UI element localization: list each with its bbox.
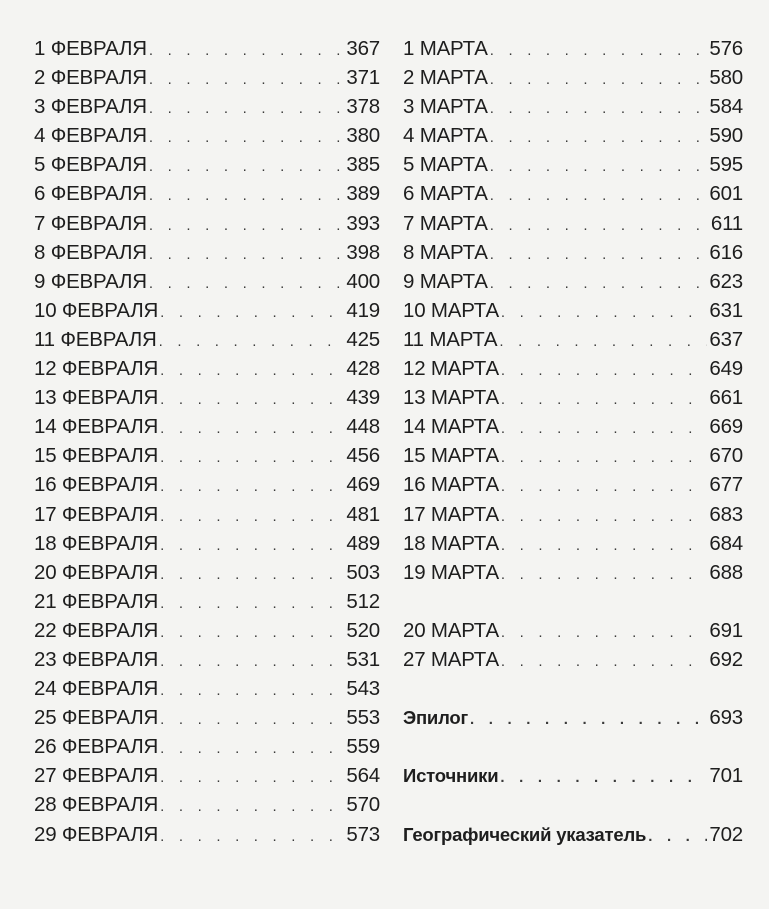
toc-entry-page-number: 702 bbox=[709, 822, 743, 846]
toc-entry bbox=[403, 179, 743, 208]
toc-entry-title: 12 МАРТА bbox=[403, 357, 499, 381]
toc-entry-title: 21 ФЕВРАЛЯ bbox=[34, 589, 159, 613]
toc-entry-page-number: 584 bbox=[709, 95, 743, 119]
toc-entry bbox=[403, 441, 743, 470]
toc-entry-page-number: 520 bbox=[346, 618, 380, 642]
toc-entry-page-number: 531 bbox=[346, 647, 380, 671]
toc-entry-title: 3 ФЕВРАЛЯ bbox=[34, 95, 147, 119]
toc-entry-title: 8 ФЕВРАЛЯ bbox=[34, 240, 147, 264]
toc-entry bbox=[403, 761, 743, 790]
dot-leader bbox=[470, 705, 707, 734]
toc-entry-title: 3 МАРТА bbox=[403, 95, 488, 119]
toc-entry-title: 17 МАРТА bbox=[403, 502, 499, 526]
toc-entry bbox=[403, 92, 743, 121]
dot-leader bbox=[159, 327, 345, 356]
dot-leader bbox=[149, 269, 344, 298]
toc-entry-page-number: 385 bbox=[346, 153, 380, 177]
toc-entry-title: 7 ФЕВРАЛЯ bbox=[34, 211, 147, 235]
toc-entry bbox=[403, 209, 743, 238]
dot-leader bbox=[160, 792, 344, 821]
toc-entry bbox=[403, 150, 743, 179]
dot-leader bbox=[149, 65, 344, 94]
toc-entry-page-number: 367 bbox=[346, 37, 380, 60]
toc-entry-page-number: 688 bbox=[709, 560, 743, 584]
toc-entry-page-number: 580 bbox=[709, 66, 743, 90]
dot-leader bbox=[501, 618, 707, 647]
toc-entry-title: 9 ФЕВРАЛЯ bbox=[34, 269, 147, 293]
toc-entry-page-number: 683 bbox=[709, 502, 743, 526]
toc-entry-title: 15 МАРТА bbox=[403, 444, 499, 468]
toc-entry bbox=[34, 383, 380, 412]
dot-leader bbox=[160, 560, 344, 589]
dot-leader bbox=[149, 94, 344, 123]
toc-entry bbox=[34, 179, 380, 208]
dot-leader bbox=[160, 763, 344, 792]
toc-entry-page-number: 425 bbox=[346, 327, 380, 351]
toc-entry-title: 10 ФЕВРАЛЯ bbox=[34, 298, 159, 322]
dot-leader bbox=[160, 385, 344, 414]
toc-entry bbox=[34, 412, 380, 441]
dot-leader bbox=[490, 123, 708, 152]
section-spacer bbox=[403, 674, 743, 703]
toc-entry-page-number: 559 bbox=[346, 735, 380, 759]
dot-leader bbox=[501, 414, 707, 443]
toc-entry-page-number: 595 bbox=[709, 153, 743, 177]
toc-entry-title: 13 ФЕВРАЛЯ bbox=[34, 386, 159, 410]
dot-leader bbox=[490, 211, 709, 240]
toc-entry-page-number: 564 bbox=[346, 764, 380, 788]
dot-leader bbox=[490, 152, 708, 181]
toc-left-column bbox=[34, 34, 380, 849]
dot-leader bbox=[648, 822, 707, 851]
dot-leader bbox=[490, 240, 708, 269]
toc-entry bbox=[34, 354, 380, 383]
toc-entry-title: 13 МАРТА bbox=[403, 386, 499, 410]
toc-entry-page-number: 576 bbox=[709, 37, 743, 60]
toc-entry-page-number: 590 bbox=[709, 124, 743, 148]
toc-entry-page-number: 398 bbox=[346, 240, 380, 264]
toc-entry-title: 18 МАРТА bbox=[403, 531, 499, 555]
toc-entry bbox=[34, 296, 380, 325]
toc-entry bbox=[34, 209, 380, 238]
toc-entry-title: 11 МАРТА bbox=[403, 327, 498, 351]
toc-entry-title: 6 МАРТА bbox=[403, 182, 488, 206]
toc-entry-page-number: 623 bbox=[709, 269, 743, 293]
toc-entry-title: 22 ФЕВРАЛЯ bbox=[34, 618, 159, 642]
toc-entry bbox=[34, 761, 380, 790]
toc-entry-page-number: 691 bbox=[709, 618, 743, 642]
toc-entry-page-number: 661 bbox=[709, 386, 743, 410]
toc-entry-title: 23 ФЕВРАЛЯ bbox=[34, 647, 159, 671]
dot-leader bbox=[160, 705, 344, 734]
section-spacer bbox=[403, 790, 743, 819]
toc-entry-title: 4 ФЕВРАЛЯ bbox=[34, 124, 147, 148]
section-spacer bbox=[403, 732, 743, 761]
dot-leader bbox=[149, 152, 344, 181]
dot-leader bbox=[160, 647, 344, 676]
dot-leader bbox=[160, 356, 344, 385]
toc-entry-title: 1 ФЕВРАЛЯ bbox=[34, 37, 147, 60]
toc-entry-page-number: 637 bbox=[709, 327, 743, 351]
toc-entry-title: 20 МАРТА bbox=[403, 618, 499, 642]
dot-leader bbox=[490, 65, 708, 94]
toc-entry-title: 27 ФЕВРАЛЯ bbox=[34, 764, 159, 788]
dot-leader bbox=[490, 181, 708, 210]
toc-entry-page-number: 456 bbox=[346, 444, 380, 468]
toc-entry-title: 28 ФЕВРАЛЯ bbox=[34, 793, 159, 817]
toc-entry bbox=[403, 63, 743, 92]
toc-entry-title: 7 МАРТА bbox=[403, 211, 488, 235]
section-spacer bbox=[403, 587, 743, 616]
toc-entry-title: 4 МАРТА bbox=[403, 124, 488, 148]
dot-leader bbox=[160, 472, 344, 501]
toc-entry-page-number: 649 bbox=[709, 357, 743, 381]
toc-entry bbox=[34, 121, 380, 150]
toc-entry-title: 17 ФЕВРАЛЯ bbox=[34, 502, 159, 526]
toc-entry-title: 15 ФЕВРАЛЯ bbox=[34, 444, 159, 468]
toc-entry-page-number: 419 bbox=[346, 298, 380, 322]
toc-entry bbox=[34, 558, 380, 587]
toc-entry-title: 10 МАРТА bbox=[403, 298, 499, 322]
toc-entry-page-number: 393 bbox=[346, 211, 380, 235]
toc-entry-page-number: 677 bbox=[709, 473, 743, 497]
toc-entry bbox=[403, 470, 743, 499]
toc-entry-page-number: 469 bbox=[346, 473, 380, 497]
toc-entry bbox=[403, 412, 743, 441]
toc-entry-title: 25 ФЕВРАЛЯ bbox=[34, 706, 159, 730]
dot-leader bbox=[501, 502, 707, 531]
toc-entry bbox=[403, 267, 743, 296]
dot-leader bbox=[490, 36, 708, 65]
dot-leader bbox=[149, 123, 344, 152]
toc-entry-page-number: 631 bbox=[709, 298, 743, 322]
toc-entry bbox=[403, 325, 743, 354]
toc-entry-title: Географический указатель bbox=[403, 823, 647, 845]
toc-entry-page-number: 616 bbox=[709, 240, 743, 264]
dot-leader bbox=[149, 181, 344, 210]
toc-entry-title: 5 МАРТА bbox=[403, 153, 488, 177]
toc-entry-page-number: 380 bbox=[346, 124, 380, 148]
dot-leader bbox=[160, 298, 344, 327]
dot-leader bbox=[501, 560, 707, 589]
toc-entry-page-number: 573 bbox=[346, 822, 380, 846]
toc-entry-title: 14 МАРТА bbox=[403, 415, 499, 439]
toc-entry-title: 6 ФЕВРАЛЯ bbox=[34, 182, 147, 206]
toc-entry-title: Источники bbox=[403, 765, 499, 787]
toc-entry-page-number: 670 bbox=[709, 444, 743, 468]
toc-entry bbox=[34, 34, 380, 63]
toc-entry bbox=[34, 645, 380, 674]
toc-entry-page-number: 693 bbox=[709, 706, 743, 730]
toc-right-column bbox=[403, 34, 743, 849]
toc-entry bbox=[34, 500, 380, 529]
toc-entry-page-number: 481 bbox=[346, 502, 380, 526]
toc-entry bbox=[34, 732, 380, 761]
toc-entry bbox=[34, 238, 380, 267]
toc-entry bbox=[34, 441, 380, 470]
toc-entry-title: 14 ФЕВРАЛЯ bbox=[34, 415, 159, 439]
toc-entry bbox=[403, 500, 743, 529]
dot-leader bbox=[501, 472, 707, 501]
toc-entry bbox=[34, 325, 380, 354]
toc-entry bbox=[34, 92, 380, 121]
toc-entry bbox=[34, 820, 380, 849]
dot-leader bbox=[160, 734, 344, 763]
toc-entry-page-number: 371 bbox=[346, 66, 380, 90]
toc-entry-page-number: 692 bbox=[709, 647, 743, 671]
toc-entry-title: 18 ФЕВРАЛЯ bbox=[34, 531, 159, 555]
dot-leader bbox=[501, 298, 707, 327]
toc-entry bbox=[403, 820, 743, 849]
toc-entry-page-number: 428 bbox=[346, 357, 380, 381]
dot-leader bbox=[160, 414, 344, 443]
toc-entry-page-number: 389 bbox=[346, 182, 380, 206]
dot-leader bbox=[501, 647, 707, 676]
toc-entry bbox=[34, 587, 380, 616]
toc-entry-page-number: 400 bbox=[346, 269, 380, 293]
toc-entry-title: 19 МАРТА bbox=[403, 560, 499, 584]
toc-entry bbox=[403, 354, 743, 383]
dot-leader bbox=[160, 822, 344, 851]
toc-entry bbox=[403, 238, 743, 267]
toc-entry-page-number: 448 bbox=[346, 415, 380, 439]
toc-entry bbox=[403, 558, 743, 587]
toc-entry bbox=[34, 529, 380, 558]
toc-entry bbox=[34, 63, 380, 92]
toc-entry bbox=[34, 470, 380, 499]
toc-entry bbox=[34, 267, 380, 296]
toc-entry-page-number: 512 bbox=[346, 589, 380, 613]
toc-entry-title: 27 МАРТА bbox=[403, 647, 499, 671]
dot-leader bbox=[149, 36, 344, 65]
toc-entry-title: 9 МАРТА bbox=[403, 269, 488, 293]
dot-leader bbox=[501, 531, 707, 560]
toc-entry-title: 2 ФЕВРАЛЯ bbox=[34, 66, 147, 90]
dot-leader bbox=[160, 676, 344, 705]
dot-leader bbox=[160, 589, 344, 618]
toc-entry bbox=[34, 616, 380, 645]
dot-leader bbox=[149, 211, 344, 240]
toc-entry-title: 1 МАРТА bbox=[403, 37, 488, 60]
dot-leader bbox=[500, 763, 707, 792]
toc-entry bbox=[403, 383, 743, 412]
toc-entry-title: 5 ФЕВРАЛЯ bbox=[34, 153, 147, 177]
toc-entry-title: 16 ФЕВРАЛЯ bbox=[34, 473, 159, 497]
toc-entry-title: 16 МАРТА bbox=[403, 473, 499, 497]
toc-entry bbox=[403, 34, 743, 63]
toc-entry bbox=[34, 674, 380, 703]
toc-entry bbox=[403, 121, 743, 150]
toc-entry-title: 2 МАРТА bbox=[403, 66, 488, 90]
toc-entry bbox=[403, 296, 743, 325]
dot-leader bbox=[501, 385, 707, 414]
dot-leader bbox=[501, 443, 707, 472]
dot-leader bbox=[501, 356, 707, 385]
toc-entry bbox=[34, 790, 380, 819]
toc-entry bbox=[403, 616, 743, 645]
toc-entry-page-number: 669 bbox=[709, 415, 743, 439]
dot-leader bbox=[160, 618, 344, 647]
toc-entry-page-number: 553 bbox=[346, 706, 380, 730]
dot-leader bbox=[490, 269, 708, 298]
toc-entry bbox=[34, 150, 380, 179]
toc-entry-page-number: 489 bbox=[346, 531, 380, 555]
toc-entry-page-number: 439 bbox=[346, 386, 380, 410]
toc-entry bbox=[403, 645, 743, 674]
toc-entry bbox=[403, 703, 743, 732]
dot-leader bbox=[160, 502, 344, 531]
dot-leader bbox=[149, 240, 344, 269]
toc-entry-page-number: 684 bbox=[709, 531, 743, 555]
toc-entry-page-number: 503 bbox=[346, 560, 380, 584]
dot-leader bbox=[499, 327, 707, 356]
toc-entry-page-number: 543 bbox=[346, 677, 380, 701]
toc-entry-title: 8 МАРТА bbox=[403, 240, 488, 264]
toc-entry-title: 26 ФЕВРАЛЯ bbox=[34, 735, 159, 759]
toc-entry-title: 29 ФЕВРАЛЯ bbox=[34, 822, 159, 846]
toc-entry-title: 24 ФЕВРАЛЯ bbox=[34, 677, 159, 701]
toc-entry-page-number: 570 bbox=[346, 793, 380, 817]
toc-entry-title: 20 ФЕВРАЛЯ bbox=[34, 560, 159, 584]
toc-entry-page-number: 611 bbox=[710, 211, 743, 235]
dot-leader bbox=[160, 443, 344, 472]
toc-entry-title: 11 ФЕВРАЛЯ bbox=[34, 327, 157, 351]
toc-entry-title: Эпилог bbox=[403, 707, 469, 729]
dot-leader bbox=[490, 94, 708, 123]
toc-entry bbox=[403, 529, 743, 558]
toc-entry-page-number: 601 bbox=[709, 182, 743, 206]
dot-leader bbox=[160, 531, 344, 560]
toc-entry-title: 12 ФЕВРАЛЯ bbox=[34, 357, 159, 381]
toc-entry bbox=[34, 703, 380, 732]
toc-entry-page-number: 378 bbox=[346, 95, 380, 119]
toc-entry-page-number: 701 bbox=[709, 764, 743, 788]
